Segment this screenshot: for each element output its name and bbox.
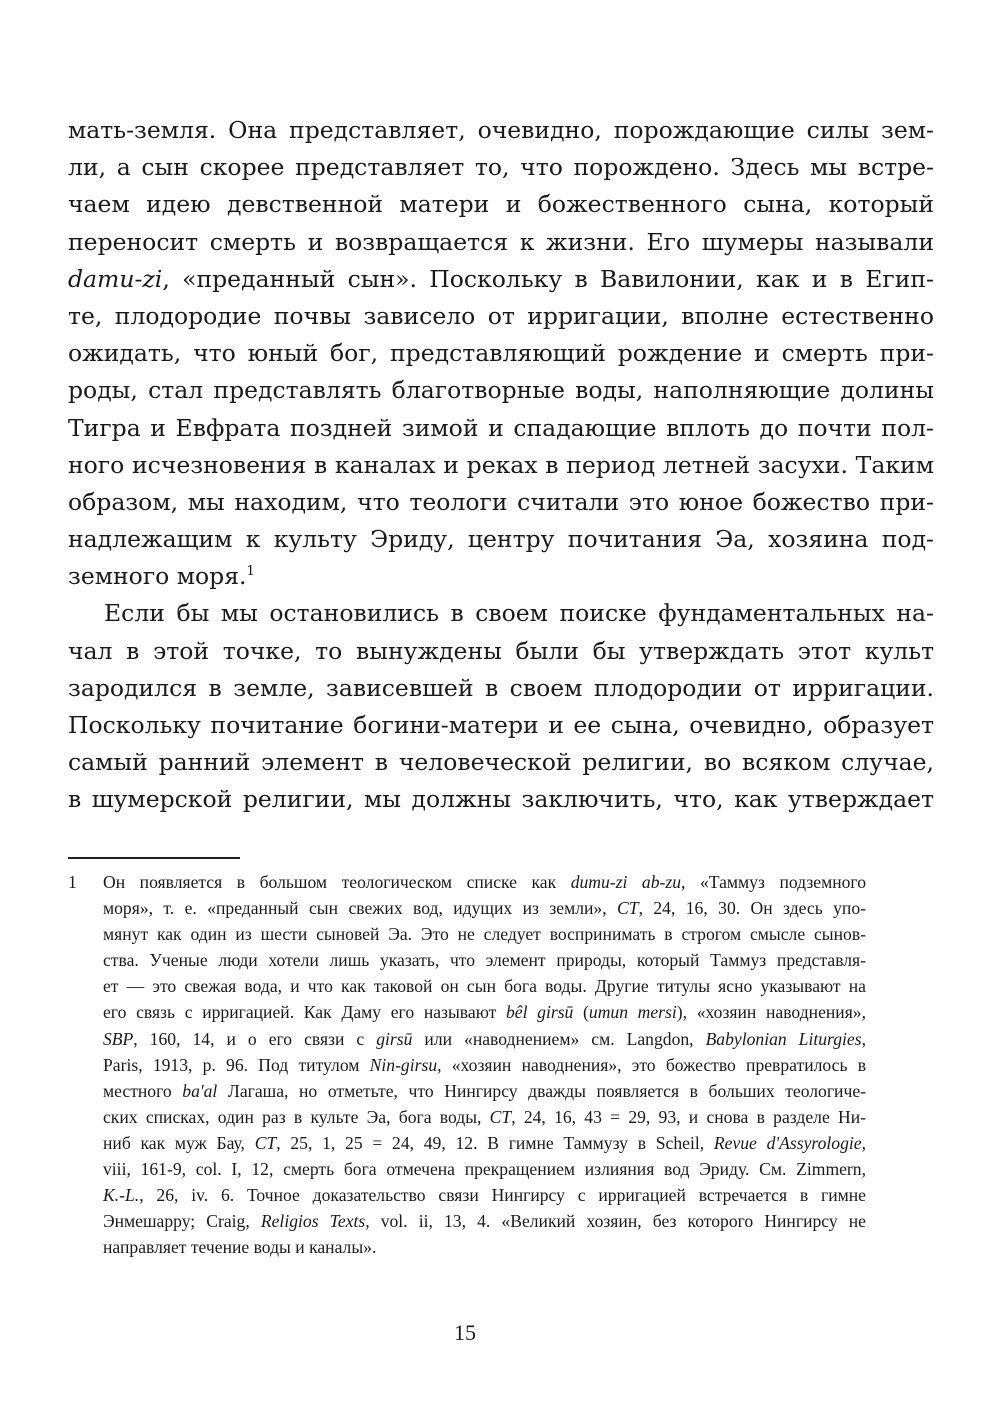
footnote-line — [68, 895, 866, 921]
text-line — [68, 707, 934, 744]
text-line — [68, 484, 934, 521]
footnote-line — [68, 1156, 866, 1182]
italic-term: CT — [617, 898, 639, 919]
text-run: ного исчезновения в каналах и реках в период летней засухи. Таким — [68, 450, 934, 479]
italic-term: Religios Texts — [260, 1211, 366, 1232]
italic-term: girsū — [376, 1028, 413, 1049]
text-run: , «хозяин наводнения», это божество превратилось в — [437, 1054, 866, 1075]
footnote-line — [68, 947, 866, 973]
italic-term: Nin-girsu — [369, 1054, 438, 1075]
text-line — [68, 186, 934, 223]
footnote-line — [68, 1182, 866, 1208]
text-line — [68, 558, 934, 595]
text-run: ли, а сын скорее представляет то, что порождено. Здесь мы встре- — [68, 153, 934, 182]
page-number: 15 — [454, 1320, 476, 1345]
text-run: направляет течение воды и каналы». — [103, 1237, 377, 1258]
footnote-line — [68, 973, 866, 999]
text-run: самый ранний элемент в человеческой религии, во всяком случае, — [68, 748, 934, 777]
text-run: , 26, iv. 6. Точное доказательство связи Нингирсу с ирригацией встречается в гимне — [139, 1185, 866, 1206]
footnote-reference: 1 — [246, 564, 255, 580]
text-line — [68, 521, 934, 558]
footnote-line — [68, 1078, 866, 1104]
text-run: его связь с ирригацией. Как Даму его называют — [103, 1002, 506, 1023]
footnote-line — [68, 1208, 866, 1234]
text-run: Тигра и Евфрата поздней зимой и спадающие вплоть до почти пол- — [68, 413, 934, 442]
text-run: ниб как муж Бау, — [103, 1132, 255, 1153]
text-run: , «Таммуз подземного — [681, 872, 867, 892]
text-line — [68, 744, 934, 781]
text-run: , 160, 14, и о его связи с — [133, 1028, 377, 1049]
text-run: или «наводнением» см. Langdon, — [412, 1028, 706, 1049]
text-run: местного — [103, 1080, 183, 1101]
text-line — [68, 298, 934, 335]
text-run: , 24, 16, 43 = 29, 93, и снова в разделе Ни- — [511, 1106, 866, 1127]
text-line — [68, 633, 934, 670]
text-line — [68, 112, 934, 149]
footnote-line — [68, 1104, 866, 1130]
text-line — [68, 781, 934, 818]
text-run: viii, 161-9, col. I, 12, смерть бога отмечена прекращением излияния вод Эриду. См. Zimmern, — [103, 1159, 866, 1180]
text-run: земного моря. — [68, 562, 247, 591]
text-run: Лагаша, но отметьте, что Нингирсу дважды появляется в больших теологиче- — [217, 1080, 866, 1101]
italic-term: damu-zi — [68, 264, 163, 293]
text-line — [68, 372, 934, 409]
text-run: переносит смерть и возвращается к жизни. Его шумеры называли — [68, 227, 934, 256]
body-text — [68, 112, 934, 819]
italic-term: K.-L. — [103, 1185, 140, 1206]
footnote-line — [68, 1026, 866, 1052]
text-line — [68, 149, 934, 186]
text-run: ( — [573, 1002, 589, 1023]
italic-term: CT — [489, 1106, 512, 1127]
text-run: , — [861, 1028, 866, 1049]
italic-term: Babylonian Liturgies — [705, 1028, 862, 1049]
text-line — [68, 261, 934, 298]
footnote-line — [68, 869, 866, 895]
text-run: , — [861, 1132, 866, 1153]
text-run: образом, мы находим, что теологи считали это юное божество при- — [68, 487, 934, 516]
text-run: мать-земля. Она представляет, очевидно, порождающие силы зем- — [68, 116, 934, 144]
text-run: в шумерской религии, мы должны заключить, что, как утверждает — [68, 785, 934, 814]
text-run: роды, стал представлять благотворные воды, наполняющие долины — [68, 376, 934, 405]
text-run: Энмешарру; Craig, — [103, 1211, 261, 1232]
text-run: ), «хозяин наводнения», — [676, 1002, 866, 1023]
text-run: Поскольку почитание богини-матери и ее сына, очевидно, образует — [68, 711, 934, 739]
text-line — [68, 335, 934, 372]
italic-term: ba'al — [182, 1080, 218, 1101]
footnote-line — [68, 999, 866, 1025]
text-run: Он появляется в большом теологическом списке как — [103, 872, 571, 892]
text-run: , 24, 16, 30. Он здесь упо- — [638, 898, 866, 919]
text-run: моря», т. е. «преданный сын свежих вод, идущих из земли», — [103, 898, 618, 919]
text-run: ет — это свежая вода, и что как таковой он сын бога воды. Другие титулы ясно указывают на — [103, 976, 866, 997]
text-run: , 25, 1, 25 = 24, 49, 12. В гимне Таммузу в Scheil, — [276, 1132, 714, 1153]
text-run: , «преданный сын». Поскольку в Вавилонии, как и в Егип- — [162, 264, 934, 293]
italic-term: SBP — [103, 1028, 134, 1049]
text-line — [68, 670, 934, 707]
text-run: зародился в земле, зависевшей в своем плодородии от ирригации. — [68, 673, 934, 702]
text-run: чаем идею девственной матери и божественного сына, который — [68, 190, 934, 219]
text-run: , vol. ii, 13, 4. «Великий хозяин, без которого Нингирсу не — [365, 1211, 866, 1232]
text-line — [68, 410, 934, 447]
text-run: ожидать, что юный бог, представляющий рождение и смерть при- — [68, 339, 934, 368]
italic-term: CT — [254, 1132, 277, 1153]
footnote-line — [68, 1234, 866, 1260]
italic-term: bêl girsū — [505, 1002, 574, 1023]
footnote-number: 1 — [68, 872, 77, 892]
footnote-line — [68, 1052, 866, 1078]
footnote-divider — [68, 857, 240, 859]
footnote — [68, 869, 866, 1260]
italic-term: Revue d'Assyrologie — [713, 1132, 862, 1153]
italic-term: umun mersi — [588, 1002, 677, 1023]
text-run: надлежащим к культу Эриду, центру почитания Эа, хозяина под- — [68, 525, 934, 554]
text-run: Paris, 1913, p. 96. Под титулом — [103, 1054, 370, 1075]
text-line — [68, 447, 934, 484]
text-run: чал в этой точке, то вынуждены были бы утверждать этот культ — [68, 636, 934, 665]
text-run: ства. Ученые люди хотели лишь указать, что элемент природы, который Таммуз представля- — [103, 950, 866, 971]
footnote-line — [68, 1130, 866, 1156]
text-line — [68, 595, 934, 632]
italic-term: dumu-zi ab-zu — [570, 872, 682, 892]
footnote-line — [68, 921, 866, 947]
text-line — [68, 224, 934, 261]
text-run: Если бы мы остановились в своем поиске фундаментальных на- — [104, 599, 934, 628]
text-run: те, плодородие почвы зависело от ирригации, вполне естественно — [68, 301, 934, 330]
text-run: ских списках, один раз в культе Эа, бога воды, — [103, 1106, 490, 1127]
text-run: мянут как один из шести сыновей Эа. Это не следует воспринимать в строгом смысле сынов- — [103, 924, 866, 945]
